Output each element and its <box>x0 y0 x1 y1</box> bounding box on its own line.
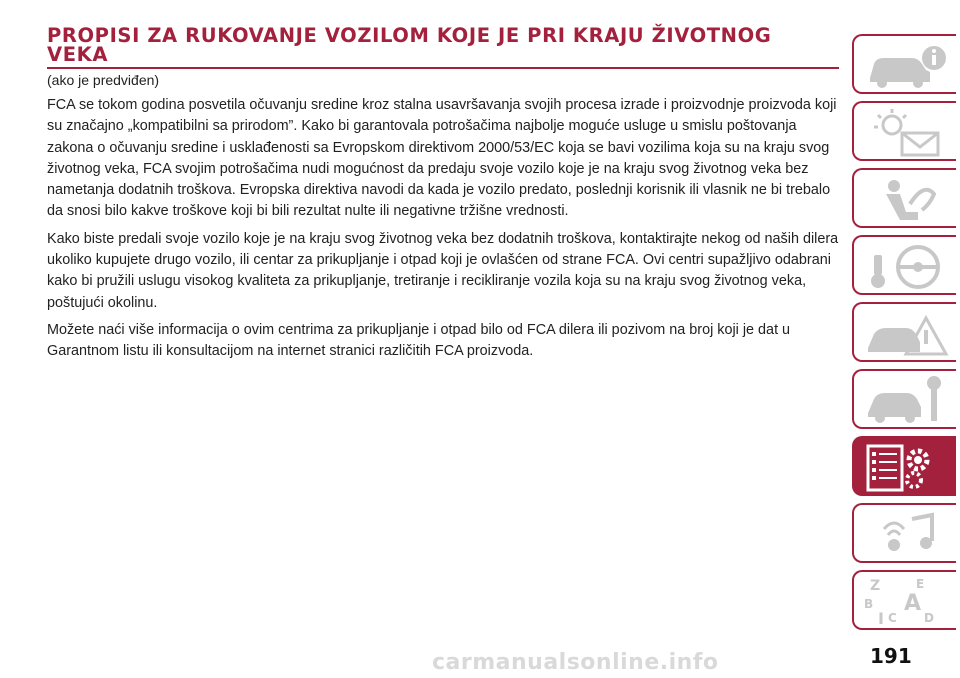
chapter-tab-warning-lights[interactable] <box>852 101 956 161</box>
emergency-car-icon <box>860 308 952 360</box>
warning-light-message-icon <box>860 107 952 159</box>
page-subtitle: (ako je predviđen) <box>47 72 160 88</box>
alphabetical-index-icon <box>860 576 952 628</box>
seat-safety-icon <box>860 174 952 226</box>
svg-text:Z: Z <box>870 578 881 594</box>
chapter-tab-starting-driving[interactable] <box>852 235 956 295</box>
car-maintenance-icon <box>860 375 952 427</box>
chapter-tab-multimedia[interactable] <box>852 503 956 563</box>
chapter-tab-index[interactable] <box>852 570 956 630</box>
multimedia-icon <box>860 509 952 561</box>
page-number: 191 <box>870 644 912 668</box>
paragraph-2: Kako biste predali svoje vozilo koje je na kraju svog životnog veka bez dodatnih troškova, kontaktirajte nekog od naših dilera ukoliko kupujete drugo vozilo, ili centar za prikupljanje i otpad koji je ovlašćen od strane FCA. Ovi centri supažljivo odabrani kako bi pružili uslugu visokog kvaliteta za prikupljanje, tretiranje i recikliranje vozila koja su na kraju svog životnog veka, poštujući okolinu. <box>47 230 839 311</box>
svg-text:I: I <box>878 609 884 628</box>
chapter-tab-emergency[interactable] <box>852 302 956 362</box>
svg-text:E: E <box>916 577 925 591</box>
svg-text:A: A <box>904 591 922 616</box>
car-info-icon <box>860 40 952 92</box>
watermark-text: carmanualsonline.info <box>432 650 719 675</box>
svg-text:D: D <box>924 611 934 625</box>
technical-data-icon <box>860 442 952 494</box>
page-title: PROPISI ZA RUKOVANJE VOZILOM KOJE JE PRI KRAJU ŽIVOTNOG VEKA <box>47 26 839 69</box>
chapter-tab-maintenance[interactable] <box>852 369 956 429</box>
paragraph-1: FCA se tokom godina posvetila očuvanju sredine kroz stalna usavršavanja svojih procesa izrade i proizvodnje proizvoda koji su značajno „kompatibilni sa prirodom”. Kako bi garantovala potrošačima najbolje moguće usluge u smislu poštovanja zakona o očuvanju sredine i usklađenosti sa Evropskom direktivom 2000/53/EC koja se bavi vozilima koja su na kraju svog životnog veka, FCA svojim potrošačima nudi mogućnost da predaju svoje vozilo koje je na kraju svog životnog veka bez nametanja dodatnih troškova. Evropska direktiva navodi da kada je vozilo predato, poslednji korisnik ili vlasnik ne bi trebalo da snosi bilo kakve troškove koji bi bili rezultat nulte ili negativne tržišne vrednosti. <box>47 97 837 220</box>
paragraph-3: Možete naći više informacija o ovim centrima za prikupljanje i otpad bilo od FCA dilera ili pozivom na broj koji je dat u Garantnom listu ili konsultacijom na internet stranici različitih FCA proizvoda. <box>47 321 791 360</box>
chapter-tab-technical-data[interactable] <box>852 436 956 496</box>
svg-text:B: B <box>864 597 874 611</box>
key-steering-wheel-icon <box>860 241 952 293</box>
document-content <box>47 26 839 363</box>
svg-text:C: C <box>888 611 897 625</box>
chapter-tab-car-info[interactable] <box>852 34 956 94</box>
chapter-tab-safety[interactable] <box>852 168 956 228</box>
